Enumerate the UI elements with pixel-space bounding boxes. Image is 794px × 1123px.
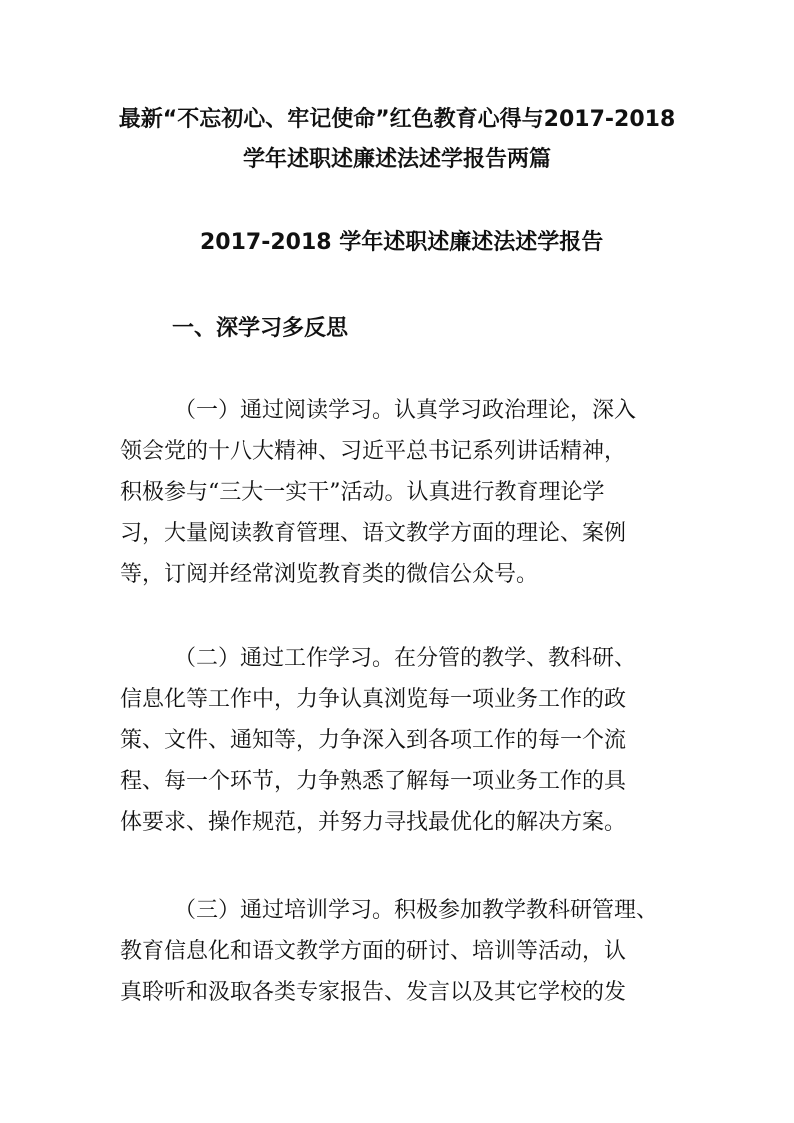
text-line: 领会党的十八大精神、习近平总书记系列讲话精神， — [120, 439, 627, 464]
text-line: 习，大量阅读教育管理、语文教学方面的理论、案例 — [120, 521, 627, 546]
paragraph-work-study — [120, 638, 680, 843]
text-line: 积极参与“三大一实干”活动。认真进行教育理论学 — [120, 480, 605, 505]
text-line: （三）通过培训学习。积极参加教学教科研管理、 — [174, 898, 659, 923]
paragraph-reading-study — [120, 390, 680, 595]
paragraph-training-study — [120, 890, 680, 1013]
text-line: （一）通过阅读学习。认真学习政治理论，深入 — [174, 398, 637, 423]
text-line: 体要求、操作规范，并努力寻找最优化的解决方案。 — [120, 810, 627, 835]
text-line: 信息化等工作中，力争认真浏览每一项业务工作的政 — [120, 687, 627, 712]
report-subtitle: 2017-2018 学年述职述廉述法述学报告 — [200, 230, 604, 255]
text-line: 策、文件、通知等，力争深入到各项工作的每一个流 — [120, 728, 627, 753]
text-line: 教育信息化和语文教学方面的研讨、培训等活动，认 — [120, 939, 627, 964]
section-heading: 一、深学习多反思 — [172, 315, 349, 341]
document-title — [0, 100, 794, 180]
text-line: 等，订阅并经常浏览教育类的微信公众号。 — [120, 562, 539, 587]
title-line: 学年述职述廉述法述学报告两篇 — [242, 147, 551, 172]
title-line: 最新“不忘初心、牢记使命”红色教育心得与2017-2018 — [118, 107, 676, 132]
text-line: 真聆听和汲取各类专家报告、发言以及其它学校的发 — [120, 980, 627, 1005]
text-line: 程、每一个环节，力争熟悉了解每一项业务工作的具 — [120, 769, 627, 794]
text-line: （二）通过工作学习。在分管的教学、教科研、 — [174, 646, 637, 671]
